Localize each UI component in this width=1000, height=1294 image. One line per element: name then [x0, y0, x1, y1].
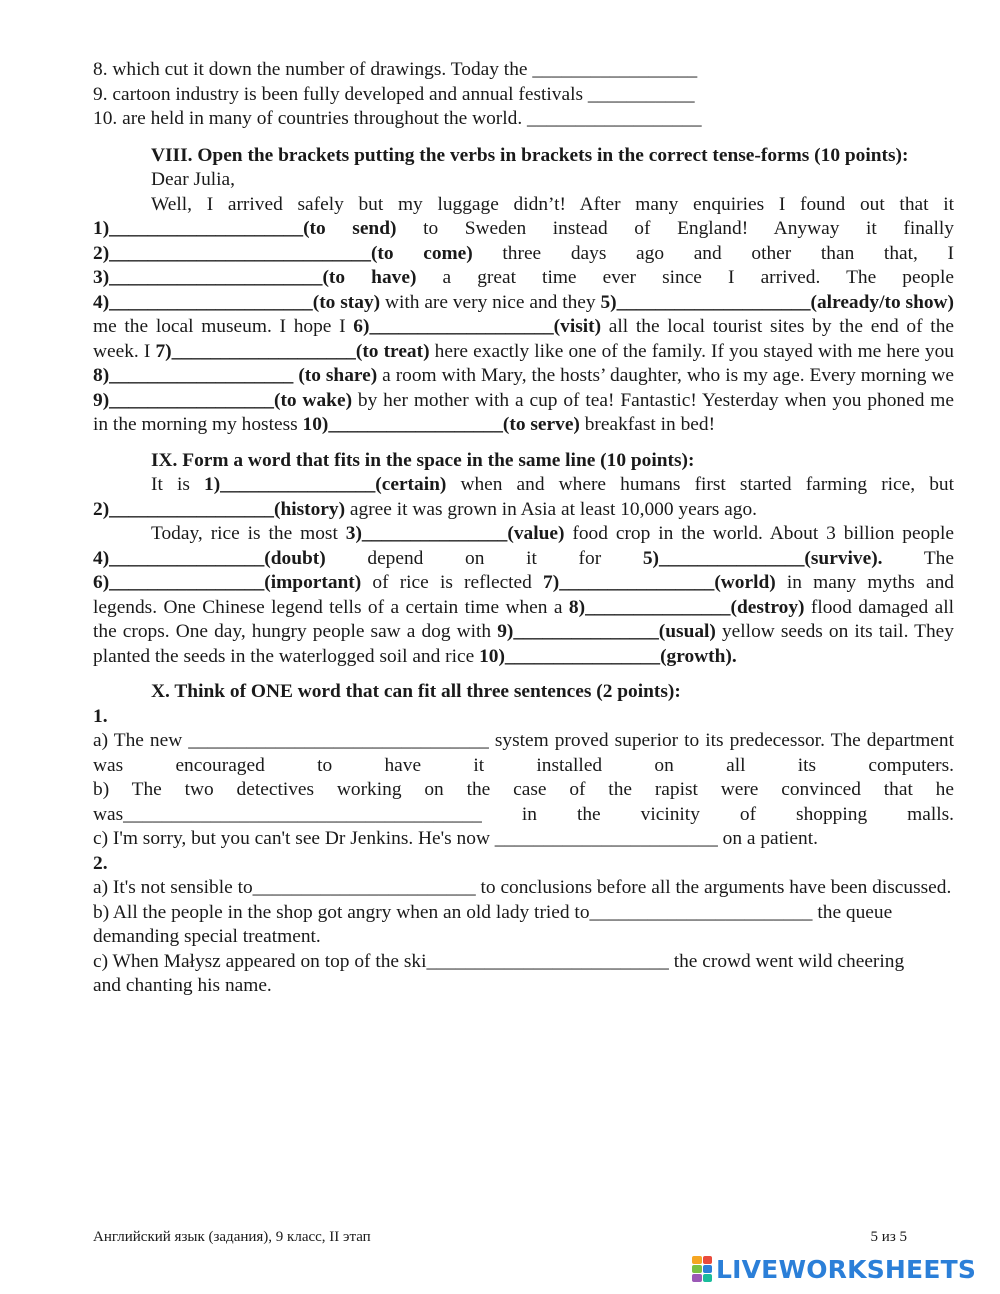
- cue-6: (visit): [553, 316, 602, 337]
- question-1c[interactable]: c) I'm sorry, but you can't see Dr Jenkins. He's now _______________________ on a patient.: [93, 828, 818, 849]
- word-blank-4[interactable]: 4)________________: [93, 547, 265, 569]
- rice-paragraph-2: [93, 522, 954, 669]
- worksheet-page: [93, 58, 954, 999]
- rice-text-7: in many myths and legends. One Chinese legend tells of a certain time when a: [93, 572, 954, 618]
- blank-10[interactable]: 10)__________________: [302, 414, 503, 435]
- rice-text-3: food crop in the world. About 3 billion people: [564, 523, 954, 544]
- question-1b[interactable]: b) The two detectives working on the case of the rapist were convinced that he was_____________________________________ in the vicinity of shopping malls.: [93, 779, 954, 825]
- rice-text-start: It is: [151, 474, 204, 495]
- cue-10: (to serve): [502, 414, 580, 435]
- blank-2[interactable]: 2)___________________________: [93, 242, 371, 264]
- cue-5: (already/to show): [810, 291, 955, 313]
- cue-2: (to come): [370, 242, 473, 264]
- word-blank-10[interactable]: 10)________________: [479, 645, 661, 667]
- section-8-heading: VIII. Open the brackets putting the verbs in brackets in the correct tense-forms (10 points):: [151, 144, 909, 166]
- letter-text-1: to Sweden instead of England! Anyway it finally: [396, 218, 954, 239]
- liveworksheets-brand[interactable]: [692, 1254, 976, 1284]
- word-cue-10: (growth).: [660, 645, 737, 667]
- letter-text-8: a room with Mary, the hosts’ daughter, who is my age. Every morning we: [377, 365, 954, 386]
- word-cue-1: (certain): [375, 474, 447, 495]
- top-line-9: 9. cartoon industry is been fully developed and annual festivals ___________: [93, 83, 695, 105]
- top-line-10: 10. are held in many of countries throughout the world. __________________: [93, 108, 702, 129]
- question-2a[interactable]: a) It's not sensible to_______________________ to conclusions before all the arguments have been discussed.: [93, 877, 952, 898]
- footer-page-number: 5 из 5: [870, 1229, 907, 1245]
- liveworksheets-wordmark: LIVEWORKSHEETS: [716, 1254, 977, 1284]
- section-9-heading: IX. Form a word that fits in the space in the same line (10 points):: [151, 449, 695, 471]
- word-cue-8: (destroy): [730, 596, 805, 618]
- rice-text-6: of rice is reflected: [361, 572, 544, 593]
- blank-1[interactable]: 1)____________________: [93, 218, 304, 239]
- question-2-number: 2.: [93, 852, 108, 874]
- letter-text-3: a great time ever since I arrived. The people: [416, 267, 954, 288]
- blank-9[interactable]: 9)_________________: [93, 389, 274, 411]
- cue-7: (to treat): [355, 340, 430, 362]
- liveworksheets-logo-icon: [692, 1256, 712, 1282]
- word-blank-7[interactable]: 7)________________: [543, 572, 715, 593]
- question-2b[interactable]: b) All the people in the shop got angry when an old lady tried to_______________________ the queue demanding special treatment.: [93, 901, 893, 947]
- rice-text-today: Today, rice is the most: [151, 523, 346, 544]
- blank-8[interactable]: 8)___________________: [93, 365, 294, 386]
- word-cue-7: (world): [714, 572, 776, 593]
- rice-text-1: when and where humans first started farming rice, but: [446, 474, 954, 495]
- rice-text-2: agree it was grown in Asia at least 10,000 years ago.: [345, 498, 758, 520]
- word-blank-2[interactable]: 2)_________________: [93, 498, 274, 520]
- cue-1: (to send): [303, 218, 397, 239]
- word-blank-5[interactable]: 5)_______________: [642, 547, 805, 569]
- letter-text-4: with are very nice and they: [380, 291, 601, 313]
- blank-6[interactable]: 6)___________________: [353, 316, 554, 337]
- blank-4[interactable]: 4)_____________________: [93, 291, 313, 313]
- rice-text-5: The: [882, 547, 954, 569]
- rice-text-4: depend on it for: [325, 547, 643, 569]
- word-blank-6[interactable]: 6)________________: [93, 572, 265, 593]
- blank-5[interactable]: 5)____________________: [600, 291, 811, 313]
- section-10-heading: X. Think of ONE word that can fit all three sentences (2 points):: [151, 681, 681, 702]
- footer-subject: Английский язык (задания), 9 класс, II этап: [93, 1229, 371, 1245]
- letter-text-10: breakfast in bed!: [579, 414, 716, 435]
- blank-3[interactable]: 3)______________________: [93, 267, 323, 288]
- word-blank-3[interactable]: 3)_______________: [345, 523, 508, 544]
- letter-intro: Well, I arrived safely but my luggage didn’t! After many enquiries I found out that it: [151, 193, 954, 215]
- word-cue-4: (doubt): [264, 547, 326, 569]
- question-1a[interactable]: a) The new _______________________________ system proved superior to its predecessor. The department was encouraged to have it installed on all its computers.: [93, 730, 954, 776]
- word-cue-9: (usual): [658, 621, 716, 642]
- letter-greeting: Dear Julia,: [151, 169, 235, 190]
- letter-text-7: here exactly like one of the family. If you stayed with me here you: [429, 340, 954, 362]
- word-cue-2: (history): [273, 498, 346, 520]
- word-cue-3: (value): [507, 523, 565, 544]
- question-2c[interactable]: c) When Małysz appeared on top of the ski_________________________ the crowd went wild cheering and chanting his name.: [93, 950, 905, 996]
- question-1-number: 1.: [93, 705, 108, 727]
- top-line-8: 8. which cut it down the number of drawings. Today the _________________: [93, 59, 698, 80]
- letter-text-9: by her mother with a cup of tea! Fantastic! Yesterday when you phoned me in the morning my hostess: [93, 389, 954, 435]
- rice-paragraph-1: [93, 473, 954, 522]
- cue-3: (to have): [322, 267, 417, 288]
- cue-4: (to stay): [312, 291, 381, 313]
- cue-8: (to share): [293, 365, 378, 386]
- rice-text-8: flood damaged all the crops. One day, hungry people saw a dog with: [93, 596, 955, 642]
- letter-text-2: three days ago and other than that, I: [472, 242, 954, 264]
- word-cue-6: (important): [264, 572, 362, 593]
- word-cue-5: (survive).: [804, 547, 883, 569]
- rice-text-9: yellow seeds on its tail. They planted the seeds in the waterlogged soil and rice: [93, 621, 954, 667]
- word-blank-1[interactable]: 1)________________: [204, 474, 376, 495]
- blank-7[interactable]: 7)___________________: [155, 340, 356, 362]
- letter-body: [93, 217, 954, 438]
- word-blank-9[interactable]: 9)_______________: [497, 621, 659, 642]
- letter-text-5: me the local museum. I hope I: [93, 316, 354, 337]
- letter-text-6: all the local tourist sites by the end of the week. I: [93, 316, 954, 362]
- cue-9: (to wake): [273, 389, 353, 411]
- word-blank-8[interactable]: 8)_______________: [568, 596, 731, 618]
